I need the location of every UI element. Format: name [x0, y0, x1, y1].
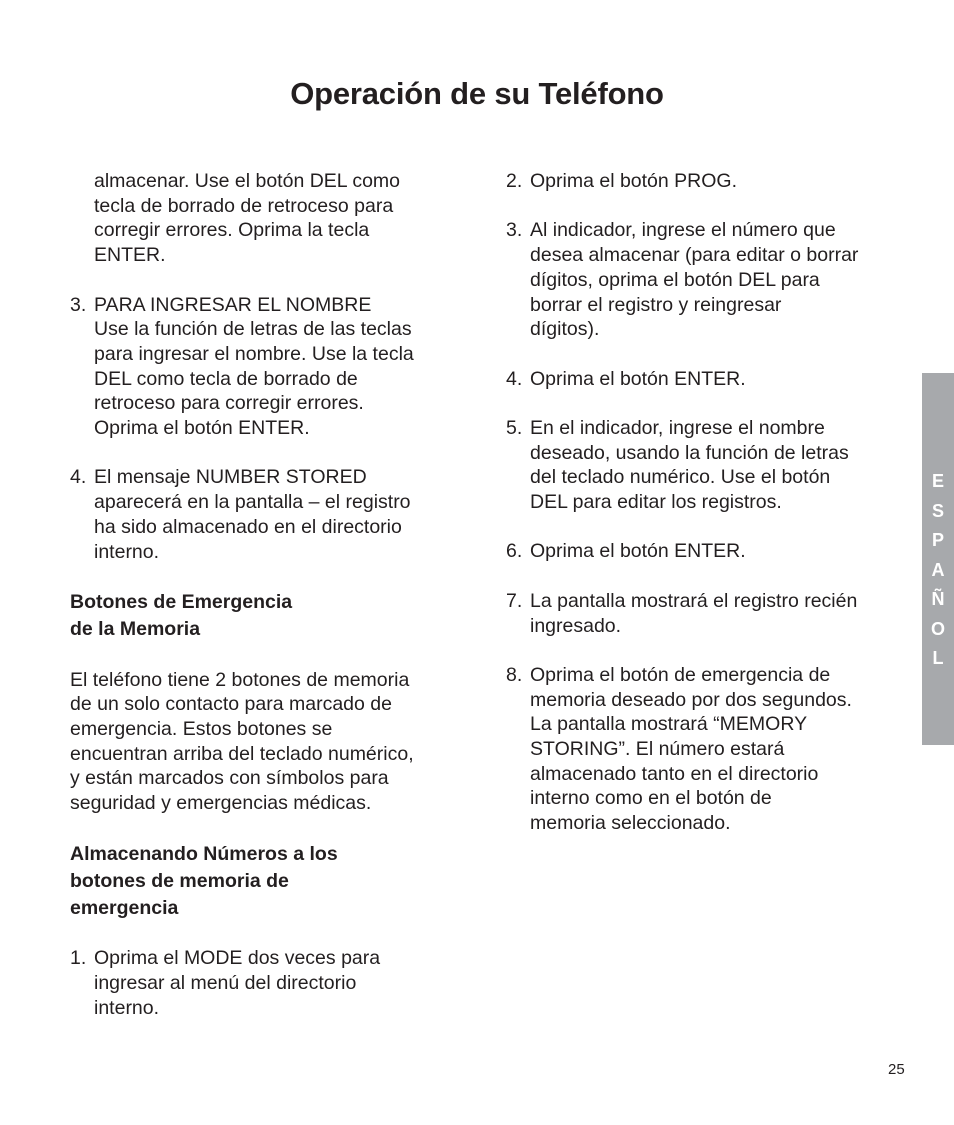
text-line: aparecerá en la pantalla – el registro	[94, 491, 411, 514]
text-line: ENTER.	[94, 244, 166, 267]
text-line: Oprima el botón ENTER.	[94, 417, 310, 440]
text-line: de un solo contacto para marcado de	[70, 693, 392, 716]
step-3-number	[506, 218, 896, 342]
text-line: ingresado.	[530, 614, 622, 637]
step-4-stored	[70, 465, 450, 564]
language-side-tab	[922, 373, 954, 745]
step-number: 3.	[70, 293, 87, 316]
text-line: El mensaje NUMBER STORED	[94, 466, 367, 489]
text-line: interno como en el botón de	[530, 787, 772, 810]
step-number: 3.	[506, 219, 523, 242]
heading-line: Botones de Emergencia	[70, 590, 293, 613]
text-line: Oprima el MODE dos veces para	[94, 947, 381, 970]
text-line: memoria deseado por dos segundos.	[530, 688, 852, 711]
text-line: borrar el registro y reingresar	[530, 293, 782, 316]
text-line: desea almacenar (para editar o borrar	[530, 244, 859, 267]
text-line: Use la función de letras de las teclas	[94, 318, 412, 341]
text-line: deseado, usando la función de letras	[530, 441, 849, 464]
step-continuation	[70, 169, 450, 268]
heading-line: emergencia	[70, 896, 179, 919]
right-column	[506, 169, 896, 836]
tab-letter: L	[932, 648, 944, 668]
text-line: interno.	[94, 540, 160, 563]
left-column	[70, 169, 450, 1020]
heading-line: de la Memoria	[70, 617, 201, 640]
step-5-name	[506, 416, 896, 515]
step-number: 1.	[70, 947, 87, 970]
page-title: Operación de su Teléfono	[290, 76, 664, 111]
text-line: La pantalla mostrará el registro recién	[530, 589, 858, 612]
step-3-name	[70, 293, 450, 441]
tab-letter: S	[931, 500, 944, 521]
text-line: almacenar. Use el botón DEL como	[94, 170, 401, 192]
text-line: Oprima el botón ENTER.	[530, 367, 746, 390]
step-number: 7.	[506, 589, 523, 612]
step-2-prog	[506, 169, 896, 194]
step-1-mode	[70, 946, 450, 1020]
step-number: 5.	[506, 416, 523, 439]
text-line: Oprima el botón de emergencia de	[530, 663, 831, 686]
text-line: Oprima el botón ENTER.	[530, 540, 746, 563]
text-line: encuentran arriba del teclado numérico,	[70, 742, 414, 765]
tab-letter: O	[930, 618, 945, 639]
text-line: El teléfono tiene 2 botones de memoria	[70, 668, 410, 691]
text-line: ha sido almacenado en el directorio	[94, 515, 402, 538]
text-line: DEL como tecla de borrado de	[94, 367, 358, 390]
tab-letter: E	[931, 471, 944, 491]
step-number: 2.	[506, 170, 523, 192]
text-line: memoria seleccionado.	[530, 812, 731, 835]
text-line: dígitos, oprima el botón DEL para	[530, 268, 820, 291]
language-tab-letters	[922, 467, 954, 674]
heading-line: Almacenando Números a los	[70, 842, 338, 865]
text-line: Al indicador, ingrese el número que	[530, 219, 836, 242]
text-line: seguridad y emergencias médicas.	[70, 792, 372, 815]
step-6-enter	[506, 539, 896, 564]
step-number: 4.	[70, 466, 87, 489]
emergency-paragraph	[70, 668, 450, 816]
tab-letter: A	[931, 559, 945, 580]
text-line: STORING”. El número estará	[530, 738, 785, 761]
text-line: para ingresar el nombre. Use la tecla	[94, 342, 414, 365]
section-heading-storing-numbers	[70, 841, 450, 922]
text-line: corregir errores. Oprima la tecla	[94, 219, 370, 242]
page-number: 25	[888, 1061, 905, 1078]
step-8-emergency-button	[506, 663, 896, 836]
text-line: Oprima el botón PROG.	[530, 170, 737, 192]
step-number: 6.	[506, 540, 523, 563]
step-7-display	[506, 589, 896, 638]
text-line: tecla de borrado de retroceso para	[94, 194, 394, 217]
text-line: La pantalla mostrará “MEMORY	[530, 713, 808, 736]
text-line: En el indicador, ingrese el nombre	[530, 416, 825, 439]
step-number: 8.	[506, 663, 523, 686]
text-line: PARA INGRESAR EL NOMBRE	[94, 293, 372, 316]
heading-line: botones de memoria de	[70, 869, 289, 892]
text-line: ingresar al menú del directorio	[94, 971, 357, 994]
tab-letter: Ñ	[931, 589, 945, 609]
text-line: y están marcados con símbolos para	[70, 767, 389, 790]
text-line: DEL para editar los registros.	[530, 491, 782, 514]
text-line: interno.	[94, 996, 160, 1019]
text-line: retroceso para corregir errores.	[94, 392, 364, 415]
text-line: del teclado numérico. Use el botón	[530, 466, 831, 489]
text-line: dígitos).	[530, 318, 600, 341]
text-line: almacenado tanto en el directorio	[530, 762, 819, 785]
text-line: emergencia. Estos botones se	[70, 718, 333, 740]
section-heading-emergency-buttons	[70, 589, 450, 643]
step-4-enter	[506, 367, 896, 392]
step-number: 4.	[506, 367, 523, 390]
tab-letter: P	[931, 530, 944, 550]
